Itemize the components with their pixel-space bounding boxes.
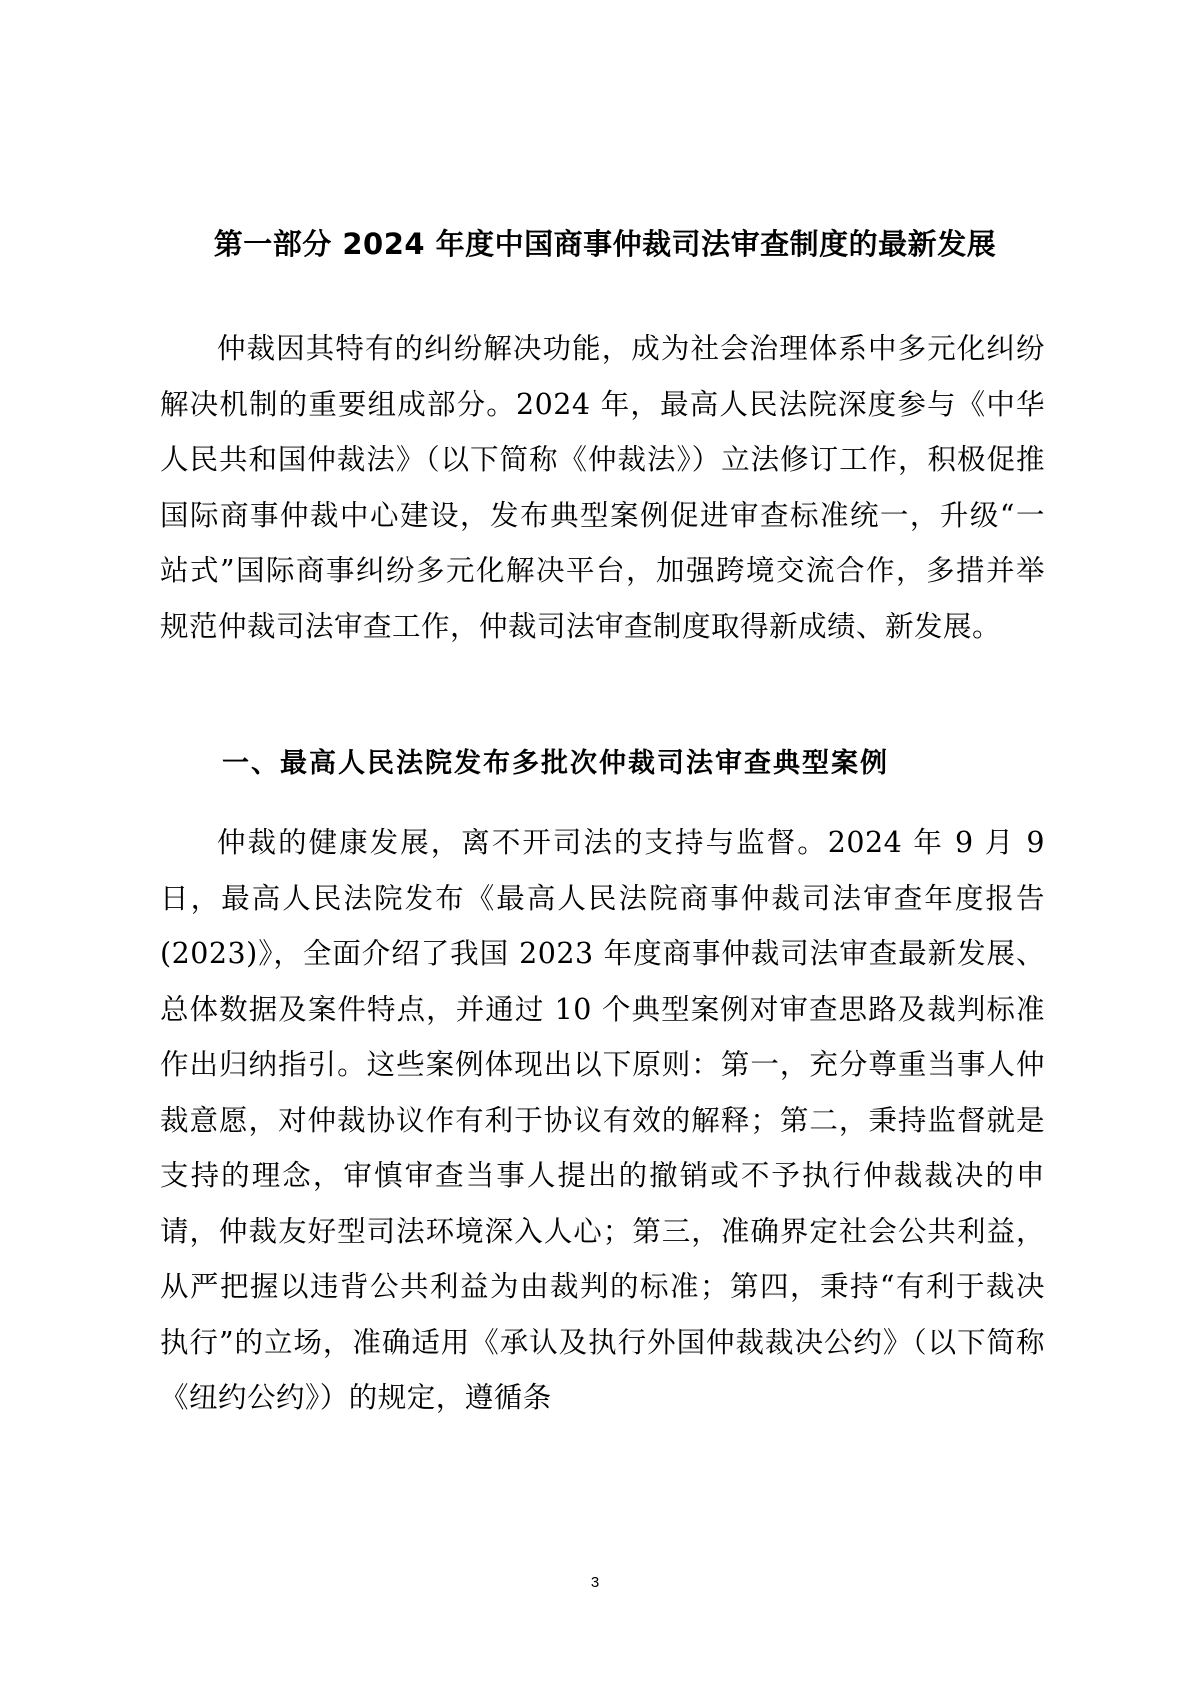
section-heading: 一、最高人民法院发布多批次仲裁司法审查典型案例 xyxy=(222,748,889,779)
page-number: 3 xyxy=(590,1574,600,1591)
intro-paragraph: 仲裁因其特有的纠纷解决功能，成为社会治理体系中多元化纠纷解决机制的重要组成部分。2024 年，最高人民法院深度参与《中华人民共和国仲裁法》（以下简称《仲裁法》）立法修订工作，积极促推国际商事仲裁中心建设，发布典型案例促进审查标准统一，升级“一站式”国际商事纠纷多元化解决平台，加强跨境交流合作，多措并举规范仲裁司法审查工作，仲裁司法审查制度取得新成绩、新发展。 xyxy=(160,332,1045,643)
body-paragraph: 仲裁的健康发展，离不开司法的支持与监督。2024 年 9 月 9 日，最高人民法院发布《最高人民法院商事仲裁司法审查年度报告(2023)》，全面介绍了我国 2023 年度商事仲裁司法审查最新发展、总体数据及案件特点，并通过 10 个典型案例对审查思路及裁判标准作出归纳指引。这些案例体现出以下原则：第一，充分尊重当事人仲裁意愿，对仲裁协议作有利于协议有效的解释；第二，秉持监督就是支持的理念，审慎审查当事人提出的撤销或不予执行仲裁裁决的申请，仲裁友好型司法环境深入人心；第三，准确界定社会公共利益，从严把握以违背公共利益为由裁判的标准；第四，秉持“有利于裁决执行”的立场，准确适用《承认及执行外国仲裁裁决公约》（以下简称《纽约公约》）的规定，遵循条 xyxy=(160,826,1045,1414)
part-title: 第一部分 2024 年度中国商事仲裁司法审查制度的最新发展 xyxy=(213,227,997,261)
